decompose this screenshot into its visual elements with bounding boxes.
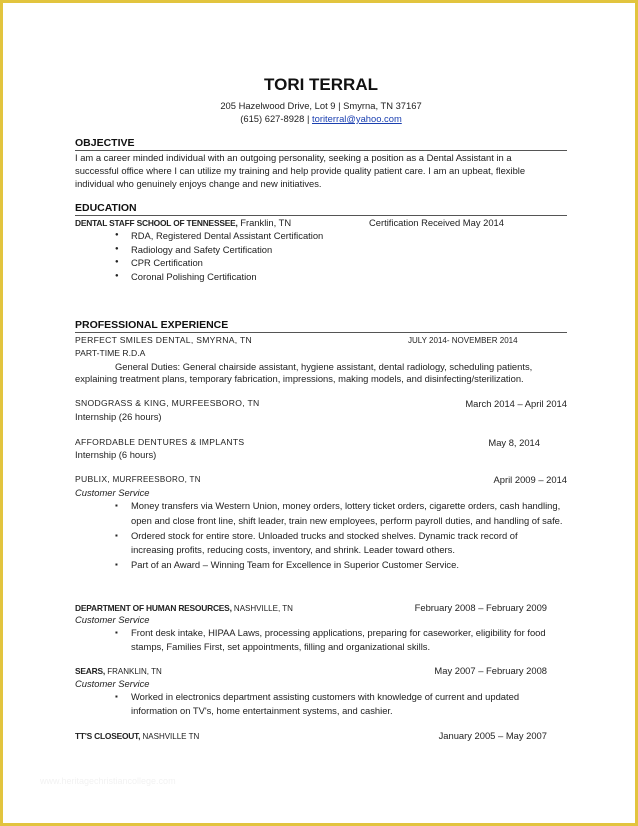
phone: (615) 627-8928 |	[240, 113, 312, 124]
job-employer: PUBLIX,	[75, 474, 111, 484]
objective-line: I am a career minded individual with an outgoing personality, seeking a position as a Dental Assistant in a	[75, 152, 512, 163]
job-location: NASHVILLE TN	[140, 732, 200, 741]
job-duties: explaining treatment plans, temporary fabrication, impressions, making models, and disinfecting/sterilization.	[75, 373, 524, 384]
job-date: May 8, 2014	[488, 437, 540, 448]
job-bullets	[75, 499, 567, 573]
job-location: MURFREESBORO, TN	[110, 475, 201, 484]
job-date: March 2014 – April 2014	[465, 398, 567, 409]
education-date: Certification Received May 2014	[369, 217, 504, 228]
candidate-name: TORI TERRAL	[264, 75, 378, 94]
address: 205 Hazelwood Drive, Lot 9 | Smyrna, TN 37167	[220, 100, 422, 111]
job-employer: SEARS,	[75, 666, 105, 676]
job-employer: SNODGRASS & KING, MURFEESBORO, TN	[75, 398, 260, 408]
education-heading: EDUCATION	[75, 202, 567, 216]
job-employer: PERFECT SMILES DENTAL, SMYRNA, TN	[75, 335, 253, 345]
list-item: ● RDA, Registered Dental Assistant Certification	[75, 229, 567, 243]
email-link[interactable]: toriterral@yahoo.com	[312, 113, 402, 124]
job-title: Customer Service	[75, 678, 150, 689]
objective-line: individual who genuinely enjoys change and new initiatives.	[75, 178, 322, 189]
job-bullets	[75, 690, 549, 717]
job-employer: DEPARTMENT OF HUMAN RESOURCES,	[75, 603, 232, 613]
job-title: Customer Service	[75, 487, 150, 498]
contact-line	[75, 112, 567, 125]
job-date: February 2008 – February 2009	[414, 602, 547, 613]
school-location: Franklin, TN	[237, 217, 292, 228]
list-item: ▪ Front desk intake, HIPAA Laws, processing applications, preparing for caseworker, eligibility for food stamps, Families First, set appointments, filling and organizational skills.	[75, 626, 549, 653]
objective-heading: OBJECTIVE	[75, 137, 567, 151]
experience-heading: PROFESSIONAL EXPERIENCE	[75, 319, 567, 333]
list-item: ● Coronal Polishing Certification	[75, 270, 567, 284]
job-title: Internship (6 hours)	[75, 449, 157, 460]
list-item: ▪ Ordered stock for entire store. Unloaded trucks and stocked shelves. Dynamic track record of increasing profits, reducing costs, inventory, and shrink. Leader toward others.	[75, 529, 567, 559]
list-item: ▪ Part of an Award – Winning Team for Excellence in Superior Customer Service.	[75, 558, 567, 573]
list-item: ▪ Worked in electronics department assisting customers with knowledge of current and updated information on TV's, home entertainment systems, and cashier.	[75, 690, 549, 717]
list-item: ● CPR Certification	[75, 256, 567, 270]
list-item: ● Radiology and Safety Certification	[75, 243, 567, 257]
objective-line: successful office where I can utilize my training and help provide quality patient care. I am an upbeat, flexible	[75, 165, 526, 176]
job-employer: TT'S CLOSEOUT,	[75, 731, 141, 741]
job-employer: AFFORDABLE DENTURES & IMPLANTS	[75, 437, 245, 447]
school-name: DENTAL STAFF SCHOOL OF TENNESSEE,	[75, 218, 238, 228]
certification-list	[75, 229, 567, 283]
job-date: January 2005 – May 2007	[438, 730, 547, 741]
job-location: FRANKLIN, TN	[104, 667, 162, 676]
job-bullets	[75, 626, 549, 653]
job-title: PART-TIME R.D.A	[75, 348, 146, 358]
watermark: www.heritagechristiancollege.com	[40, 776, 176, 786]
job-duties: General Duties: General chairside assistant, hygiene assistant, dental radiology, scheduling patients,	[115, 361, 533, 372]
job-date: JULY 2014- NOVEMBER 2014	[408, 336, 518, 345]
list-item: ▪ Money transfers via Western Union, money orders, lottery ticket orders, cigarette orders, cash handling, open and close front line, shift leader, train new employees, perform payroll duties, and handling of safe.	[75, 499, 567, 529]
job-date: May 2007 – February 2008	[434, 665, 547, 676]
job-location: NASHVILLE, TN	[231, 604, 293, 613]
job-title: Customer Service	[75, 614, 150, 625]
job-title: Internship (26 hours)	[75, 411, 162, 422]
job-date: April 2009 – 2014	[493, 474, 567, 485]
